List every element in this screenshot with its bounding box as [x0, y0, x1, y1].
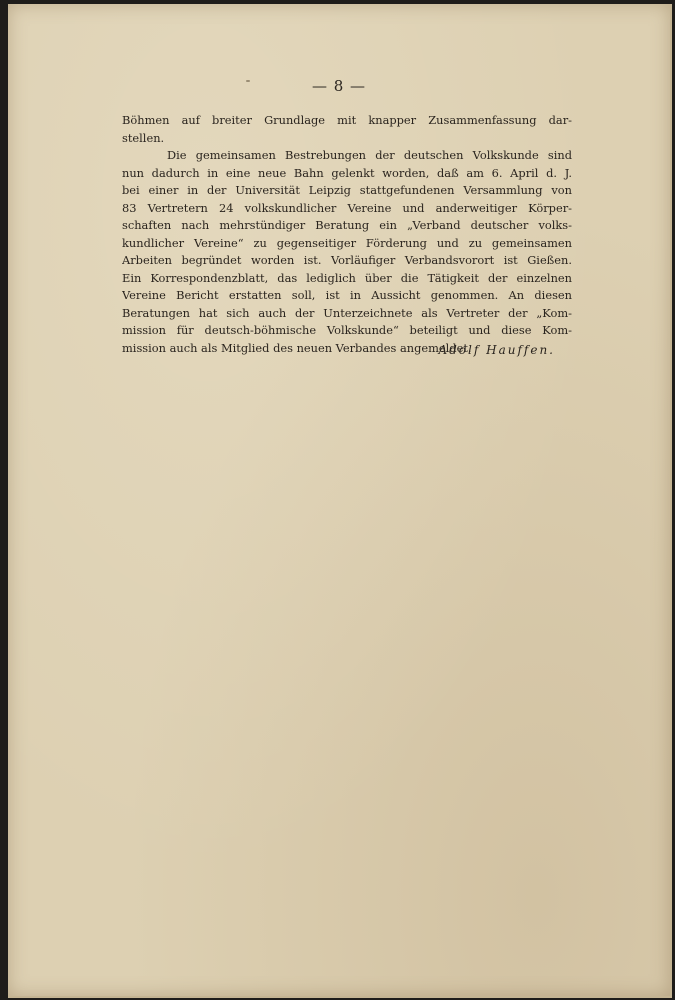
- text-line: 83 Vertretern 24 volkskundlicher Vereine und anderweitiger Körper-: [122, 200, 572, 215]
- text-line: bei einer in der Universität Leipzig stattgefundenen Versammlung von: [122, 183, 572, 197]
- page-number: — 8 —: [311, 77, 367, 95]
- text-line: kundlicher Vereine“ zu gegenseitiger Förderung und zu gemeinsamen: [122, 235, 572, 250]
- text-line: schaften nach mehrstündiger Beratung ein „Verband deutscher volks-: [122, 218, 572, 232]
- body-text: [122, 112, 572, 357]
- text-line: Vereine Bericht erstatten soll, ist in Aussicht genommen. An diesen: [122, 288, 572, 302]
- text-line: Ein Korrespondenzblatt, das lediglich über die Tätigkeit der einzelnen: [122, 270, 572, 285]
- document-page: [8, 4, 672, 998]
- author-signature: Adolf Hauffen.: [438, 343, 555, 357]
- text-line: Arbeiten begründet worden ist. Vorläufiger Verbandsvorort ist Gießen.: [122, 253, 572, 267]
- text-line: Beratungen hat sich auch der Unterzeichnete als Vertreter der „Kom-: [122, 305, 572, 320]
- text-line: mission auch als Mitglied des neuen Verbandes angemeldet.: [122, 340, 472, 355]
- text-line: mission für deutsch-böhmische Volkskunde“ beteiligt und diese Kom-: [122, 323, 572, 337]
- text-line: Die gemeinsamen Bestrebungen der deutschen Volkskunde sind: [167, 148, 572, 162]
- text-line: Böhmen auf breiter Grundlage mit knapper Zusammenfassung dar-: [122, 113, 572, 127]
- text-line: nun dadurch in eine neue Bahn gelenkt worden, daß am 6. April d. J.: [122, 165, 572, 180]
- text-line: stellen.: [122, 130, 165, 145]
